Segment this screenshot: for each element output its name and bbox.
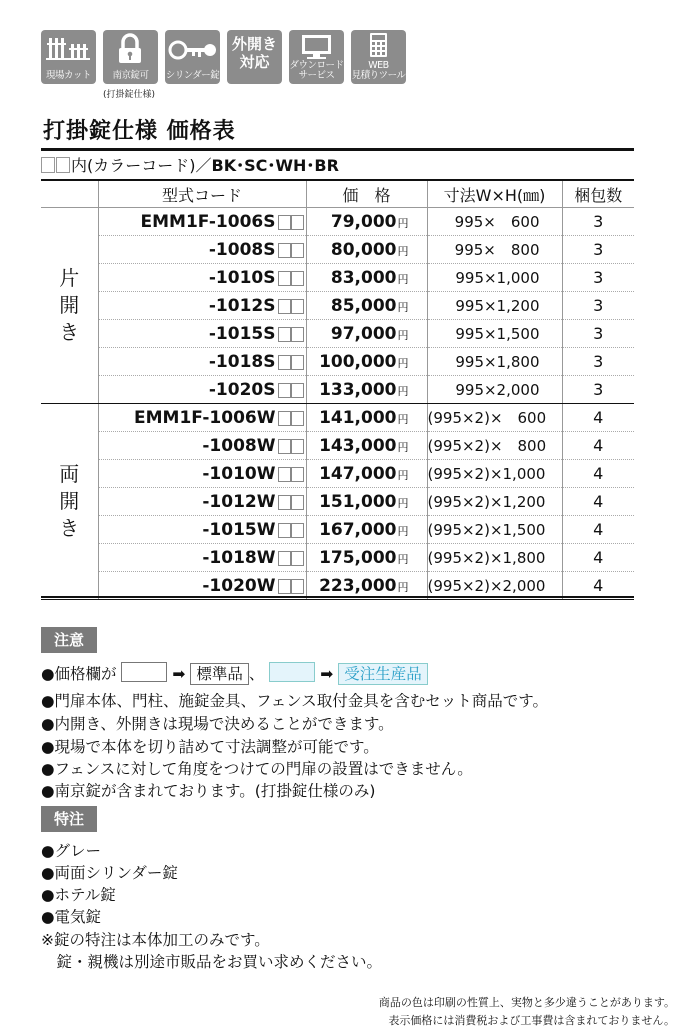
model-code <box>98 460 306 488</box>
size <box>427 292 562 320</box>
model-code-text: -1008W <box>202 435 276 456</box>
size-text: (995×2)× 600 <box>427 409 547 427</box>
group-header <box>41 181 98 208</box>
model-code <box>98 376 306 404</box>
price-text: 147,000 <box>319 463 397 484</box>
price-text: 223,000 <box>319 575 397 596</box>
package-qty <box>562 516 634 544</box>
arrow-right-icon: ➡ <box>172 665 186 683</box>
table-row <box>41 208 634 236</box>
size <box>427 348 562 376</box>
price-text: 143,000 <box>319 435 397 456</box>
color-code-boxes <box>278 551 302 565</box>
package-qty-text: 3 <box>593 296 604 315</box>
group-label: 両 開 き <box>41 404 98 600</box>
price <box>306 544 427 572</box>
model-code <box>98 208 306 236</box>
price-text: 141,000 <box>319 407 397 428</box>
made-to-order-swatch <box>269 662 315 682</box>
table-bottom-rule <box>41 596 634 598</box>
package-qty-text: 3 <box>593 324 604 343</box>
special-line: ●ホテル錠 <box>41 886 116 904</box>
outward-open-label: 外開き 対応 <box>231 35 277 71</box>
price <box>306 488 427 516</box>
size-text: (995×2)×1,800 <box>427 548 546 567</box>
size-text: (995×2)×1,500 <box>427 520 546 539</box>
price-text: 85,000 <box>330 295 397 316</box>
model-code <box>98 320 306 348</box>
color-code-boxes <box>278 495 302 509</box>
package-qty-text: 4 <box>593 436 604 455</box>
color-code-boxes <box>278 215 302 229</box>
yen-unit: 円 <box>397 468 409 482</box>
size <box>427 544 562 572</box>
model-code-text: EMM1F-1006S <box>140 211 276 232</box>
package-qty-text: 3 <box>593 212 604 231</box>
package-qty-text: 4 <box>593 492 604 511</box>
package-qty-text: 4 <box>593 520 604 539</box>
header-price: 価 格 <box>306 181 427 208</box>
package-qty-text: 3 <box>593 352 604 371</box>
color-codes: BK･SC･WH･BR <box>211 156 339 175</box>
size-text: 995×1,200 <box>455 296 540 315</box>
made-to-order-tag: 受注生産品 <box>338 663 428 685</box>
model-code <box>98 404 306 432</box>
yen-unit: 円 <box>397 552 409 566</box>
standard-tag: 標準品 <box>190 663 249 685</box>
header-size: 寸法W×H(㎜) <box>427 181 562 208</box>
size <box>427 460 562 488</box>
size <box>427 404 562 432</box>
size-text: (995×2)×1,000 <box>427 464 546 483</box>
header-qty: 梱包数 <box>562 181 634 208</box>
table-row <box>41 292 634 320</box>
package-qty <box>562 264 634 292</box>
color-box <box>41 157 55 173</box>
package-qty <box>562 544 634 572</box>
color-box <box>56 157 70 173</box>
price-text: 100,000 <box>319 351 397 372</box>
price <box>306 208 427 236</box>
title-rule <box>41 148 634 151</box>
yen-unit: 円 <box>397 412 409 426</box>
package-qty-text: 3 <box>593 380 604 399</box>
price-legend-line <box>41 662 428 685</box>
price-text: 83,000 <box>330 267 397 288</box>
size-text: 995×1,000 <box>455 268 540 287</box>
special-line: ●グレー <box>41 842 102 860</box>
model-code <box>98 348 306 376</box>
table-body <box>41 208 634 600</box>
note-line: ●内開き、外開きは現場で決めることができます。 <box>41 715 394 733</box>
price <box>306 292 427 320</box>
special-line: ●両面シリンダー錠 <box>41 864 178 882</box>
size <box>427 516 562 544</box>
color-code-boxes <box>278 243 302 257</box>
standard-swatch <box>121 662 167 682</box>
price <box>306 404 427 432</box>
model-code <box>98 264 306 292</box>
color-code-boxes <box>278 579 302 593</box>
package-qty <box>562 488 634 516</box>
color-code-line <box>41 153 339 176</box>
footer-note: 表示価格には消費税および工事費は含まれておりません。 <box>388 1014 675 1027</box>
legend-prefix: ●価格欄が <box>41 665 117 683</box>
model-code-text: -1020S <box>208 379 276 400</box>
price <box>306 432 427 460</box>
table-row <box>41 432 634 460</box>
yen-unit: 円 <box>397 496 409 510</box>
model-code-text: -1018S <box>208 351 276 372</box>
table-row <box>41 488 634 516</box>
color-code-boxes <box>278 467 302 481</box>
size-text: (995×2)× 800 <box>427 437 547 455</box>
package-qty-text: 3 <box>593 268 604 287</box>
model-code <box>98 488 306 516</box>
yen-unit: 円 <box>397 244 409 258</box>
color-code-boxes <box>278 327 302 341</box>
model-code <box>98 516 306 544</box>
table-row <box>41 320 634 348</box>
color-code-boxes <box>278 299 302 313</box>
price <box>306 264 427 292</box>
package-qty <box>562 404 634 432</box>
table-row <box>41 404 634 432</box>
legend-separator: 、 <box>248 665 265 683</box>
color-code-prefix: 内(カラーコード)／ <box>71 156 212 175</box>
yen-unit: 円 <box>397 580 409 594</box>
site-cut-icon: 現場カット <box>41 30 96 84</box>
yen-unit: 円 <box>397 356 409 370</box>
model-code <box>98 236 306 264</box>
price-text: 97,000 <box>330 323 397 344</box>
size <box>427 376 562 404</box>
package-qty-text: 4 <box>593 548 604 567</box>
yen-unit: 円 <box>397 300 409 314</box>
color-code-boxes <box>278 523 302 537</box>
size-text: 995×2,000 <box>455 380 540 399</box>
header-code: 型式コード <box>98 181 306 208</box>
model-code-text: -1012W <box>202 491 276 512</box>
model-code-text: -1018W <box>202 547 276 568</box>
size-text: 995×1,800 <box>455 352 540 371</box>
padlock-note: (打掛錠仕様) <box>103 90 156 100</box>
color-code-boxes <box>278 439 302 453</box>
yen-unit: 円 <box>397 272 409 286</box>
yen-unit: 円 <box>397 440 409 454</box>
price <box>306 348 427 376</box>
special-label: 特注 <box>41 806 97 832</box>
table-row <box>41 236 634 264</box>
model-code-text: -1010S <box>208 267 276 288</box>
note-line: ●門扉本体、門柱、施錠金具、フェンス取付金具を含むセット商品です。 <box>41 692 549 710</box>
package-qty <box>562 460 634 488</box>
color-code-boxes <box>278 383 302 397</box>
color-code-boxes <box>278 411 302 425</box>
special-line: ●電気錠 <box>41 908 102 926</box>
package-qty <box>562 376 634 404</box>
package-qty <box>562 432 634 460</box>
package-qty <box>562 236 634 264</box>
table-row <box>41 264 634 292</box>
yen-unit: 円 <box>397 328 409 342</box>
model-code-text: -1012S <box>208 295 276 316</box>
package-qty <box>562 320 634 348</box>
download-service-icon: ダウンロード サービス <box>289 30 344 84</box>
arrow-right-icon: ➡ <box>320 665 334 683</box>
size <box>427 432 562 460</box>
group-label: 片 開 き <box>41 208 98 404</box>
package-qty-text: 4 <box>593 464 604 483</box>
size-text: (995×2)×1,200 <box>427 492 546 511</box>
package-qty <box>562 292 634 320</box>
price <box>306 376 427 404</box>
size <box>427 264 562 292</box>
price-text: 79,000 <box>330 211 397 232</box>
table-header-row <box>41 181 634 208</box>
notes-label: 注意 <box>41 627 97 653</box>
size-text: 995× 800 <box>454 241 540 259</box>
model-code-text: -1015S <box>208 323 276 344</box>
price-table <box>41 181 634 600</box>
size <box>427 488 562 516</box>
table-row <box>41 516 634 544</box>
price-text: 133,000 <box>319 379 397 400</box>
model-code-text: -1020W <box>202 575 276 596</box>
model-code-text: EMM1F-1006W <box>134 407 276 428</box>
table-row <box>41 348 634 376</box>
price-text: 151,000 <box>319 491 397 512</box>
size <box>427 236 562 264</box>
price-text: 175,000 <box>319 547 397 568</box>
price <box>306 236 427 264</box>
package-qty-text: 4 <box>593 576 604 595</box>
size-text: 995×1,500 <box>455 324 540 343</box>
note-line: ●フェンスに対して角度をつけての門扉の設置はできません。 <box>41 760 473 778</box>
yen-unit: 円 <box>397 524 409 538</box>
model-code <box>98 432 306 460</box>
package-qty <box>562 348 634 376</box>
table-row <box>41 544 634 572</box>
note-line: ●現場で本体を切り詰めて寸法調整が可能です。 <box>41 738 379 756</box>
size-text: (995×2)×2,000 <box>427 576 546 595</box>
model-code-text: -1010W <box>202 463 276 484</box>
color-code-boxes <box>278 271 302 285</box>
special-note: ※錠の特注は本体加工のみです。 <box>41 931 270 949</box>
padlock-icon: 南京錠可 <box>103 30 158 84</box>
size <box>427 320 562 348</box>
color-code-boxes <box>278 355 302 369</box>
cylinder-key-icon: シリンダー錠 <box>165 30 220 84</box>
package-qty-text: 4 <box>593 408 604 427</box>
package-qty-text: 3 <box>593 240 604 259</box>
outward-open-icon <box>227 30 282 84</box>
table-row <box>41 460 634 488</box>
price <box>306 516 427 544</box>
page-title: 打掛錠仕様 価格表 <box>43 119 236 144</box>
price-text: 167,000 <box>319 519 397 540</box>
table-row <box>41 376 634 404</box>
price <box>306 460 427 488</box>
web-estimate-icon: WEB 見積りツール <box>351 30 406 84</box>
model-code-text: -1015W <box>202 519 276 540</box>
price-text: 80,000 <box>330 239 397 260</box>
size-text: 995× 600 <box>454 213 540 231</box>
package-qty <box>562 208 634 236</box>
footer-note: 商品の色は印刷の性質上、実物と多少違うことがあります。 <box>378 996 675 1009</box>
yen-unit: 円 <box>397 384 409 398</box>
price <box>306 320 427 348</box>
yen-unit: 円 <box>397 216 409 230</box>
special-note: 錠・親機は別途市販品をお買い求めください。 <box>41 953 383 971</box>
model-code <box>98 292 306 320</box>
model-code-text: -1008S <box>208 239 276 260</box>
model-code <box>98 544 306 572</box>
size <box>427 208 562 236</box>
note-line: ●南京錠が含まれております。(打掛錠仕様のみ) <box>41 782 376 800</box>
